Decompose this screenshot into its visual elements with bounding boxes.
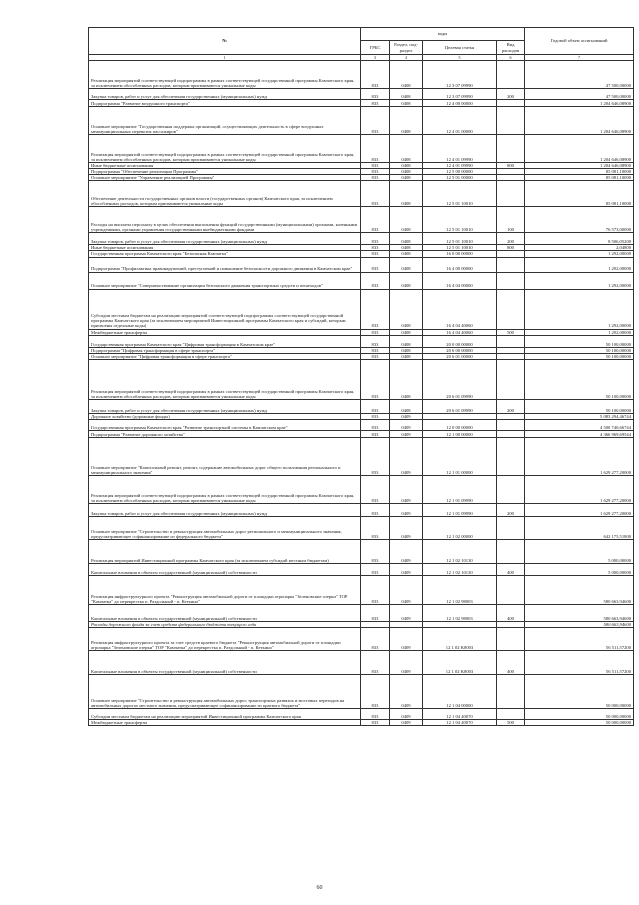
row-name: Закупка товаров, работ и услуг для обеспечения государственных (муниципальных) нужд: [89, 89, 361, 100]
row-target-article: 12 4 01 00000: [423, 107, 497, 135]
row-grbs: 833: [361, 709, 390, 720]
row-amount: 50 000,00000: [525, 720, 634, 726]
row-amount: 50 100,00000: [525, 399, 634, 413]
row-amount: 1 204 646,08900: [525, 135, 634, 163]
table-row: [89, 628, 634, 651]
row-target-article: 20 6 01 09990: [423, 399, 497, 413]
row-section: 0409: [390, 516, 423, 539]
row-grbs: 833: [361, 720, 390, 726]
row-target-article: 12 1 01 09990: [423, 475, 497, 503]
row-target-article: 12 3 07 09990: [423, 61, 497, 89]
row-target-article: 12 4 00 00000: [423, 100, 497, 107]
row-name: Иные бюджетные ассигнования: [89, 163, 361, 169]
row-target-article: 12 1 02 98003: [423, 575, 497, 604]
row-target-article: 16 0 00 00000: [423, 251, 497, 257]
row-name: Закупка товаров, работ и услуг для обеспечения государственных (муниципальных) нужд: [89, 233, 361, 245]
row-amount: 1 629 277,20000: [525, 475, 634, 503]
row-expense-type: [497, 181, 525, 207]
page-number: 60: [316, 885, 323, 891]
row-name: Подпрограмма "Обеспечение реализации Программы": [89, 169, 361, 175]
row-expense-type: 500: [497, 720, 525, 726]
row-name: Субсидии местным бюджетам на реализацию мероприятий Инвестиционной программы Камчатского края: [89, 709, 361, 720]
row-section: 0408: [390, 169, 423, 175]
row-expense-type: [497, 419, 525, 430]
row-target-article: 12 0 00 00000: [423, 419, 497, 430]
row-expense-type: [497, 575, 525, 604]
row-expense-type: [497, 675, 525, 709]
row-name: Государственная программа Камчатского края "Развитие транспортной системы в Камчатском крае": [89, 419, 361, 430]
row-section: 0409: [390, 475, 423, 503]
header-expense-type: Вид расходов: [497, 41, 525, 55]
row-name: Основное мероприятие "Капитальный ремонт, ремонт, содержание автомобильных дорог общего пользования регионального и межмуниципального значения": [89, 437, 361, 475]
row-target-article: 12 1 00 00000: [423, 430, 497, 437]
row-name: Реализация мероприятий Инвестиционной программы Камчатского края (за исключением субсидий местным бюджетам): [89, 539, 361, 563]
row-expense-type: 800: [497, 163, 525, 169]
row-section: 0408: [390, 89, 423, 100]
row-section: 0408: [390, 207, 423, 233]
row-section: 0409: [390, 437, 423, 475]
row-amount: 50 100,00000: [525, 353, 634, 359]
row-grbs: 833: [361, 181, 390, 207]
row-expense-type: 200: [497, 233, 525, 245]
row-section: 0409: [390, 563, 423, 575]
row-name: Основное мероприятие "Строительство и реконструкция автомобильных дорог, транспортных развязок и мостовых переходов на автомобильных дорогах местного значения, предусматривающее софинансирование из краевого бюджета": [89, 675, 361, 709]
row-target-article: 12 1 04 00000: [423, 675, 497, 709]
row-target-article: 16 4 00 00000: [423, 257, 497, 272]
row-amount: 50 100,00000: [525, 347, 634, 353]
row-grbs: 833: [361, 347, 390, 353]
table-row: [89, 335, 634, 347]
row-target-article: 12 1 01 00000: [423, 437, 497, 475]
table-row: [89, 709, 634, 720]
table-row: [89, 720, 634, 726]
row-amount: 85 081,10000: [525, 181, 634, 207]
row-section: 0408: [390, 329, 423, 335]
row-target-article: 12 1 04 40070: [423, 709, 497, 720]
table-row: [89, 475, 634, 503]
row-amount: 1 292,00000: [525, 289, 634, 329]
row-name: Основное мероприятие "Управление реализацией Программы": [89, 175, 361, 181]
table-row: [89, 359, 634, 399]
row-grbs: 833: [361, 163, 390, 169]
header-target-article: Целевая статья: [423, 41, 497, 55]
table-row: [89, 675, 634, 709]
header-section: Раздел, под-раздел: [390, 41, 423, 55]
table-row: [89, 61, 634, 89]
row-amount: 1 292,00000: [525, 272, 634, 289]
row-section: 0408: [390, 335, 423, 347]
row-section: 0409: [390, 503, 423, 516]
row-grbs: 833: [361, 335, 390, 347]
row-name: Подпрограмма "Цифровая трансформация в сфере транспорта": [89, 347, 361, 353]
row-name: Реализация мероприятий соответствующей подпрограммы в рамках соответствующей государственной программы Камчатского края, за исключением обособленных расходов, которым присваиваются уникальные коды: [89, 135, 361, 163]
row-section: 0408: [390, 233, 423, 245]
row-amount: 642 175,51800: [525, 516, 634, 539]
row-name: Субсидии местным бюджетам на реализацию мероприятий соответствующей подпрограммы соответствующей государственной программы Камчатского края (за исключением мероприятий Инвестиционной программы Камчатского края и субсидий, которым присвоены отдельные коды): [89, 289, 361, 329]
row-expense-type: [497, 257, 525, 272]
row-section: 0408: [390, 135, 423, 163]
row-grbs: 833: [361, 207, 390, 233]
row-expense-type: [497, 475, 525, 503]
table-row: [89, 181, 634, 207]
row-amount: 1 629 277,20000: [525, 437, 634, 475]
row-grbs: 833: [361, 475, 390, 503]
row-target-article: 12 1 01 09990: [423, 503, 497, 516]
table-row: [89, 575, 634, 604]
row-expense-type: [497, 628, 525, 651]
row-name: Подпрограмма "Профилактика правонарушений, преступлений и повышение безопасности дорожного движения в Камчатском крае": [89, 257, 361, 272]
row-amount: 4 366 969,69544: [525, 430, 634, 437]
row-name: Подпрограмма "Развитие дорожного хозяйства": [89, 430, 361, 437]
row-grbs: 833: [361, 107, 390, 135]
row-name: Реализация инфраструктурного проекта за счет средств краевого бюджета "Реконструкция автомобильной дороги от площадки агропарка "Зеленовские озерки" ТОР "Камчатка" до перекрестка п. Раздольный - п. Кеткино": [89, 628, 361, 651]
row-amount: 47 500,00000: [525, 89, 634, 100]
row-target-article: 16 4 04 00000: [423, 272, 497, 289]
row-grbs: 833: [361, 100, 390, 107]
header-index-7: 7: [525, 55, 634, 61]
row-section: 0408: [390, 399, 423, 413]
row-expense-type: [497, 61, 525, 89]
row-grbs: 833: [361, 503, 390, 516]
row-name: Расходы дорожного фонда за счет средств федерального бюджета текущего года: [89, 621, 361, 627]
row-grbs: 833: [361, 245, 390, 251]
row-name: Расходы на выплаты персоналу в целях обеспечения выполнения функций государственными (муниципальными) органами, казенными учреждениями, органами управления государственными внебюджетными фондами: [89, 207, 361, 233]
row-target-article: 12 1 04 40070: [423, 720, 497, 726]
row-name: Основное мероприятие "Строительство и реконструкция автомобильных дорог регионального и межмуниципального значения, предусматривающее софинансирование из федерального бюджета": [89, 516, 361, 539]
row-grbs: 833: [361, 233, 390, 245]
row-target-article: 20 0 00 00000: [423, 335, 497, 347]
table-row: [89, 539, 634, 563]
table-row: [89, 503, 634, 516]
table-row: [89, 107, 634, 135]
row-expense-type: 400: [497, 604, 525, 621]
row-grbs: 833: [361, 89, 390, 100]
row-expense-type: [497, 272, 525, 289]
row-grbs: 833: [361, 61, 390, 89]
row-name: Реализация инфраструктурного проекта "Реконструкция автомобильной дороги от площадки агропарка "Зеленовские озерки" ТОР "Камчатка" до перекрестка п. Раздольный - п. Кеткино": [89, 575, 361, 604]
row-target-article: 12 5 01 10010: [423, 233, 497, 245]
row-amount: 50 000,00000: [525, 675, 634, 709]
row-amount: 580 663,94600: [525, 621, 634, 627]
row-section: 0409: [390, 419, 423, 430]
row-section: 0408: [390, 353, 423, 359]
table-row: [89, 272, 634, 289]
row-name: Подпрограмма "Развитие воздушного транспорта": [89, 100, 361, 107]
row-target-article: 12 5 00 00000: [423, 169, 497, 175]
row-name: Основное мероприятие "Государственная поддержка организаций, осуществляющих деятельность в сфере воздушных межмуниципальных перевозок пассажиров": [89, 107, 361, 135]
row-amount: 2,04800: [525, 245, 634, 251]
row-expense-type: [497, 107, 525, 135]
row-section: 0409: [390, 651, 423, 675]
table-row: [89, 289, 634, 329]
row-section: 0408: [390, 107, 423, 135]
budget-table-sheet: [88, 27, 633, 726]
row-section: 0408: [390, 251, 423, 257]
table-row: [89, 651, 634, 675]
row-amount: 56 511,57200: [525, 651, 634, 675]
row-section: 0408: [390, 175, 423, 181]
row-expense-type: 100: [497, 207, 525, 233]
row-name: Реализация мероприятий соответствующей подпрограммы в рамках соответствующей государственной программы Камчатского края, за исключением обособленных расходов, которым присваиваются уникальные коды: [89, 475, 361, 503]
row-grbs: 833: [361, 563, 390, 575]
row-section: 0409: [390, 628, 423, 651]
budget-table: [88, 27, 634, 726]
row-target-article: 20 6 00 00000: [423, 347, 497, 353]
row-section: 0409: [390, 430, 423, 437]
row-name: Капитальные вложения в объекты государственной (муниципальной) собственности: [89, 651, 361, 675]
row-target-article: 12 1 02 K8003: [423, 651, 497, 675]
row-expense-type: 800: [497, 245, 525, 251]
row-amount: 1 292,00000: [525, 329, 634, 335]
row-grbs: 833: [361, 329, 390, 335]
row-amount: 47 500,00000: [525, 61, 634, 89]
row-target-article: 12 5 01 10010: [423, 181, 497, 207]
row-expense-type: [497, 430, 525, 437]
row-name: Реализация мероприятий соответствующей подпрограммы в рамках соответствующей государственной программы Камчатского края, за исключением обособленных расходов, которым присваиваются уникальные коды: [89, 359, 361, 399]
row-section: 0409: [390, 604, 423, 621]
row-amount: 1 292,00000: [525, 251, 634, 257]
row-name: Капитальные вложения в объекты государственной (муниципальной) собственности: [89, 604, 361, 621]
row-expense-type: [497, 539, 525, 563]
row-name: Межбюджетные трансферты: [89, 329, 361, 335]
row-section: 0409: [390, 709, 423, 720]
row-target-article: 16 4 04 40060: [423, 329, 497, 335]
row-expense-type: 200: [497, 89, 525, 100]
row-grbs: 833: [361, 413, 390, 419]
row-name: Дорожное хозяйство (дорожные фонды): [89, 413, 361, 419]
row-section: 0408: [390, 245, 423, 251]
row-grbs: 833: [361, 430, 390, 437]
row-amount: 5 000,00000: [525, 539, 634, 563]
header-grbs: ГРБС: [361, 41, 390, 55]
header-annual-volume: Годовой объем ассигнований: [525, 28, 634, 55]
row-expense-type: 200: [497, 399, 525, 413]
table-row: [89, 430, 634, 437]
row-name: Межбюджетные трансферты: [89, 720, 361, 726]
row-section: 0408: [390, 272, 423, 289]
row-name: Государственная программа Камчатского края "Цифровая трансформация в Камчатском крае": [89, 335, 361, 347]
row-grbs: 833: [361, 169, 390, 175]
row-section: 0409: [390, 675, 423, 709]
row-amount: 50 100,00000: [525, 335, 634, 347]
row-target-article: 20 6 01 09990: [423, 359, 497, 399]
row-section: 0408: [390, 257, 423, 272]
row-amount: 85 081,10000: [525, 169, 634, 175]
row-amount: 8 506,05200: [525, 233, 634, 245]
row-expense-type: 400: [497, 651, 525, 675]
header-index-1: 1: [89, 55, 361, 61]
row-amount: 1 629 277,20000: [525, 503, 634, 516]
row-grbs: 833: [361, 359, 390, 399]
row-amount: 1 204 646,08900: [525, 107, 634, 135]
row-amount: 5 083 294,46744: [525, 413, 634, 419]
row-section: 0408: [390, 163, 423, 169]
row-section: 0408: [390, 61, 423, 89]
row-grbs: 833: [361, 651, 390, 675]
row-amount: 5 000,00000: [525, 563, 634, 575]
row-grbs: 833: [361, 675, 390, 709]
table-row: [89, 207, 634, 233]
row-target-article: 12 4 01 09990: [423, 135, 497, 163]
row-grbs: 833: [361, 419, 390, 430]
row-name: Капитальные вложения в объекты государственной (муниципальной) собственности: [89, 563, 361, 575]
row-expense-type: [497, 289, 525, 329]
row-section: 0408: [390, 359, 423, 399]
row-grbs: 833: [361, 628, 390, 651]
row-grbs: 833: [361, 437, 390, 475]
table-row: [89, 399, 634, 413]
row-amount: 1 292,00000: [525, 257, 634, 272]
header-codes: коды: [361, 28, 525, 41]
row-name: Закупка товаров, работ и услуг для обеспечения государственных (муниципальных) нужд: [89, 399, 361, 413]
row-grbs: 833: [361, 604, 390, 621]
row-target-article: 12 5 01 10010: [423, 245, 497, 251]
row-expense-type: 500: [497, 329, 525, 335]
table-row: [89, 135, 634, 163]
row-target-article: 12 1 02 10130: [423, 539, 497, 563]
row-grbs: 833: [361, 539, 390, 563]
row-expense-type: 200: [497, 503, 525, 516]
header-index-5: 5: [423, 55, 497, 61]
row-grbs: 833: [361, 257, 390, 272]
row-amount: 76 573,00000: [525, 207, 634, 233]
table-row: [89, 437, 634, 475]
row-expense-type: [497, 709, 525, 720]
table-row: [89, 604, 634, 621]
row-name: Государственная программа Камчатского края "Безопасная Камчатка": [89, 251, 361, 257]
table-body: [89, 61, 634, 726]
table-row: [89, 516, 634, 539]
row-target-article: 16 4 04 40060: [423, 289, 497, 329]
row-expense-type: [497, 135, 525, 163]
table-row: [89, 563, 634, 575]
row-expense-type: [497, 516, 525, 539]
row-section: 0409: [390, 413, 423, 419]
row-expense-type: [497, 100, 525, 107]
row-grbs: 833: [361, 272, 390, 289]
row-amount: 85 081,10000: [525, 175, 634, 181]
row-expense-type: [497, 437, 525, 475]
table-row: [89, 419, 634, 430]
row-amount: 1 204 646,08900: [525, 163, 634, 169]
row-amount: 50 100,00000: [525, 359, 634, 399]
row-section: 0408: [390, 347, 423, 353]
row-section: 0408: [390, 289, 423, 329]
row-grbs: 833: [361, 289, 390, 329]
row-amount: 50 000,00000: [525, 709, 634, 720]
header-index-6: 6: [497, 55, 525, 61]
row-grbs: 833: [361, 175, 390, 181]
table-row: [89, 257, 634, 272]
row-target-article: 12 3 07 09990: [423, 89, 497, 100]
row-section: 0409: [390, 720, 423, 726]
header-index-3: 3: [361, 55, 390, 61]
table-row: [89, 233, 634, 245]
row-target-article: 12 1 02 10130: [423, 563, 497, 575]
row-grbs: 833: [361, 353, 390, 359]
row-grbs: 833: [361, 575, 390, 604]
header-col-num: №: [89, 28, 361, 55]
row-amount: 580 663,94600: [525, 575, 634, 604]
row-expense-type: [497, 335, 525, 347]
row-amount: 1 204 646,08900: [525, 100, 634, 107]
row-amount: 580 663,94600: [525, 604, 634, 621]
row-target-article: 12 1 02 K8003: [423, 628, 497, 651]
table-row: [89, 100, 634, 107]
row-target-article: 12 1 02 98003: [423, 604, 497, 621]
row-target-article: 12 5 01 00000: [423, 175, 497, 181]
row-name: Основное мероприятие "Совершенствование организации безопасного движения транспортных средств и пешеходов": [89, 272, 361, 289]
row-grbs: 833: [361, 399, 390, 413]
row-section: 0408: [390, 181, 423, 207]
row-target-article: 12 1 02 00000: [423, 516, 497, 539]
header-index-4: 4: [390, 55, 423, 61]
row-target-article: 12 5 01 10010: [423, 207, 497, 233]
row-expense-type: 400: [497, 563, 525, 575]
row-target-article: 12 4 01 09990: [423, 163, 497, 169]
row-grbs: 833: [361, 516, 390, 539]
row-name: Закупка товаров, работ и услуг для обеспечения государственных (муниципальных) нужд: [89, 503, 361, 516]
row-expense-type: [497, 359, 525, 399]
row-name: Иные бюджетные ассигнования: [89, 245, 361, 251]
row-section: 0409: [390, 575, 423, 604]
row-grbs: 833: [361, 135, 390, 163]
row-amount: 4 500 740,66744: [525, 419, 634, 430]
row-amount: 56 511,57200: [525, 628, 634, 651]
row-name: Реализация мероприятий соответствующей подпрограммы в рамках соответствующей государственной программы Камчатского края, за исключением обособленных расходов, которым присваиваются уникальные коды: [89, 61, 361, 89]
row-section: 0409: [390, 539, 423, 563]
table-row: [89, 89, 634, 100]
row-name: Основное мероприятие "Цифровая трансформация в сфере транспорта": [89, 353, 361, 359]
row-section: 0408: [390, 100, 423, 107]
row-target-article: 20 6 01 00000: [423, 353, 497, 359]
row-grbs: 833: [361, 251, 390, 257]
row-name: Обеспечение деятельности государственных органов власти (государственных органов) Камчатского края, за исключением обособленных расходов, которым присваиваются уникальные коды: [89, 181, 361, 207]
